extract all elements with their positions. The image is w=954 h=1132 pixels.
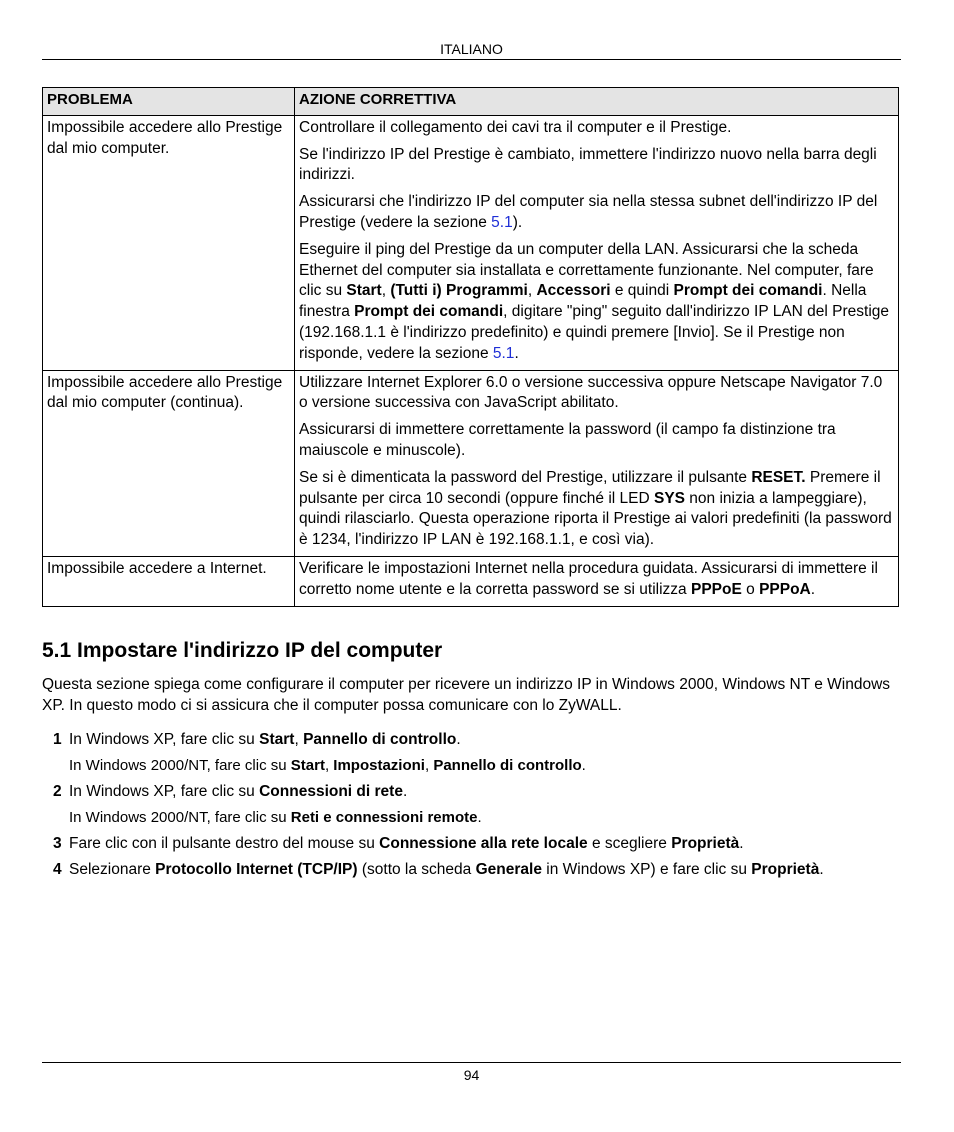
action-text bbox=[299, 468, 894, 551]
ui-term: Proprietà bbox=[751, 861, 820, 878]
text-run: . bbox=[456, 731, 461, 748]
ui-term: RESET. bbox=[751, 468, 806, 486]
ui-term: Pannello di controllo bbox=[433, 757, 582, 774]
text-run: , bbox=[381, 282, 391, 300]
text-run: In Windows XP, fare clic su bbox=[69, 731, 260, 748]
section-link[interactable]: 5.1 bbox=[491, 213, 513, 231]
ui-term: SYS bbox=[653, 489, 685, 507]
footer-divider bbox=[42, 1062, 901, 1063]
text-run: . bbox=[581, 757, 586, 774]
ui-term: Connessione alla rete locale bbox=[379, 835, 588, 852]
action-text bbox=[299, 559, 894, 601]
text-run: . bbox=[739, 835, 744, 852]
step-number: 4 bbox=[53, 861, 62, 878]
text-run: , bbox=[294, 731, 304, 748]
table-header-row bbox=[43, 88, 899, 116]
text-run: Premere il pulsante per circa 10 secondi (oppure finché il LED bbox=[299, 468, 881, 507]
ui-term: Prompt dei comandi bbox=[354, 303, 504, 321]
step-list bbox=[42, 729, 902, 885]
text-run: , bbox=[324, 757, 334, 774]
ui-term: Prompt dei comandi bbox=[673, 282, 823, 300]
step-substep bbox=[42, 807, 902, 828]
text-run: , bbox=[527, 282, 537, 300]
action-cell bbox=[295, 556, 899, 606]
section-title: 5.1 Impostare l'indirizzo IP del computer bbox=[42, 639, 443, 662]
text-run: , bbox=[424, 757, 434, 774]
ui-term: Pannello di controllo bbox=[303, 731, 457, 748]
text-run: Fare clic con il pulsante destro del mouse su bbox=[69, 835, 380, 852]
text-run: Assicurarsi che l'indirizzo IP del computer sia nella stessa subnet dell'indirizzo IP del Prestige (vedere la sezione bbox=[299, 193, 878, 231]
text-run: Se si è dimenticata la password del Prestige, utilizzare il pulsante bbox=[299, 468, 752, 486]
ui-term: Connessioni di rete bbox=[259, 783, 403, 800]
ui-term: Proprietà bbox=[671, 835, 740, 852]
problem-cell: Impossibile accedere allo Prestige dal mio computer. bbox=[43, 115, 295, 370]
troubleshooting-table bbox=[42, 87, 899, 607]
step-number: 1 bbox=[53, 731, 62, 748]
step-number: 3 bbox=[53, 835, 62, 852]
step-item bbox=[42, 729, 902, 750]
ui-term: (Tutti i) Programmi bbox=[390, 282, 528, 300]
action-text: Controllare il collegamento dei cavi tra il computer e il Prestige. bbox=[299, 118, 732, 136]
action-text bbox=[299, 192, 894, 234]
header-divider bbox=[42, 59, 901, 60]
table-row bbox=[43, 370, 899, 556]
text-run: In Windows 2000/NT, fare clic su bbox=[69, 757, 291, 774]
text-run: o bbox=[741, 580, 760, 598]
text-run: Verificare le impostazioni Internet nella procedura guidata. Assicurarsi di immettere il corretto nome utente e la corretta password se si utilizza bbox=[299, 559, 878, 598]
text-run: non inizia a lampeggiare), quindi rilasciarlo. Questa operazione riporta il Prestige ai valori predefiniti (la password è 1234, l'indirizzo IP LAN è 192.168.1.1, e così via). bbox=[299, 489, 892, 549]
ui-term: Start bbox=[346, 282, 382, 300]
action-text: Utilizzare Internet Explorer 6.0 o versione successiva oppure Netscape Navigator 7.0 o versione successiva con JavaScript abilitato. bbox=[299, 373, 883, 412]
text-run: Selezionare bbox=[69, 861, 156, 878]
text-run: . bbox=[810, 580, 816, 598]
text-run: . bbox=[514, 344, 519, 362]
running-header: ITALIANO bbox=[440, 41, 503, 57]
step-item bbox=[42, 859, 902, 880]
step-substep bbox=[42, 755, 902, 776]
step-item bbox=[42, 781, 902, 802]
column-header-problem: PROBLEMA bbox=[43, 88, 295, 116]
action-cell bbox=[295, 370, 899, 556]
ui-term: PPPoE bbox=[691, 580, 742, 598]
action-cell bbox=[295, 115, 899, 370]
table-row bbox=[43, 556, 899, 606]
text-run: . bbox=[819, 861, 824, 878]
text-run: e scegliere bbox=[587, 835, 672, 852]
text-run: e quindi bbox=[610, 282, 674, 300]
text-run: In Windows 2000/NT, fare clic su bbox=[69, 809, 291, 826]
text-run: (sotto la scheda bbox=[357, 861, 476, 878]
ui-term: Accessori bbox=[536, 282, 611, 300]
text-run: ). bbox=[512, 213, 523, 231]
column-header-action: AZIONE CORRETTIVA bbox=[295, 88, 899, 116]
problem-cell: Impossibile accedere a Internet. bbox=[43, 556, 295, 606]
page-number: 94 bbox=[463, 1067, 480, 1083]
text-run: In Windows XP, fare clic su bbox=[69, 783, 260, 800]
section-intro: Questa sezione spiega come configurare il computer per ricevere un indirizzo IP in Windows 2000, Windows NT e Windows XP. In questo modo ci si assicura che il computer possa comunicare con lo ZyWALL. bbox=[42, 676, 891, 714]
section-link[interactable]: 5.1 bbox=[492, 344, 515, 362]
ui-term: Reti e connessioni remote bbox=[290, 809, 478, 826]
ui-term: Impostazioni bbox=[333, 757, 425, 774]
action-text: Assicurarsi di immettere correttamente la password (il campo fa distinzione tra maiuscole e minuscole). bbox=[299, 421, 836, 459]
ui-term: Start bbox=[290, 757, 325, 774]
text-run: in Windows XP) e fare clic su bbox=[541, 861, 752, 878]
text-run: . bbox=[402, 783, 408, 800]
step-number: 2 bbox=[53, 783, 62, 800]
action-text: Se l'indirizzo IP del Prestige è cambiato, immettere l'indirizzo nuovo nella barra degli indirizzi. bbox=[299, 145, 877, 184]
table-row bbox=[43, 115, 899, 370]
text-run: . Nella finestra bbox=[299, 282, 867, 321]
action-text bbox=[299, 240, 894, 365]
ui-term: Generale bbox=[475, 861, 542, 878]
text-run: . bbox=[477, 809, 482, 826]
ui-term: Start bbox=[259, 731, 295, 748]
text-run: Eseguire il ping del Prestige da un computer della LAN. Assicurarsi che la scheda Ethernet del computer sia installata e correttamente funzionante. Nel computer, fare clic su bbox=[299, 240, 874, 300]
step-item bbox=[42, 833, 902, 854]
ui-term: Protocollo Internet (TCP/IP) bbox=[155, 861, 358, 878]
problem-cell: Impossibile accedere allo Prestige dal mio computer (continua). bbox=[43, 370, 295, 556]
text-run: , digitare "ping" seguito dall'indirizzo IP LAN del Prestige (192.168.1.1 è l'indirizzo predefinito) e quindi premere [Invio]. Se il Prestige non risponde, vedere la sezione bbox=[299, 303, 890, 362]
ui-term: PPPoA bbox=[759, 580, 811, 598]
